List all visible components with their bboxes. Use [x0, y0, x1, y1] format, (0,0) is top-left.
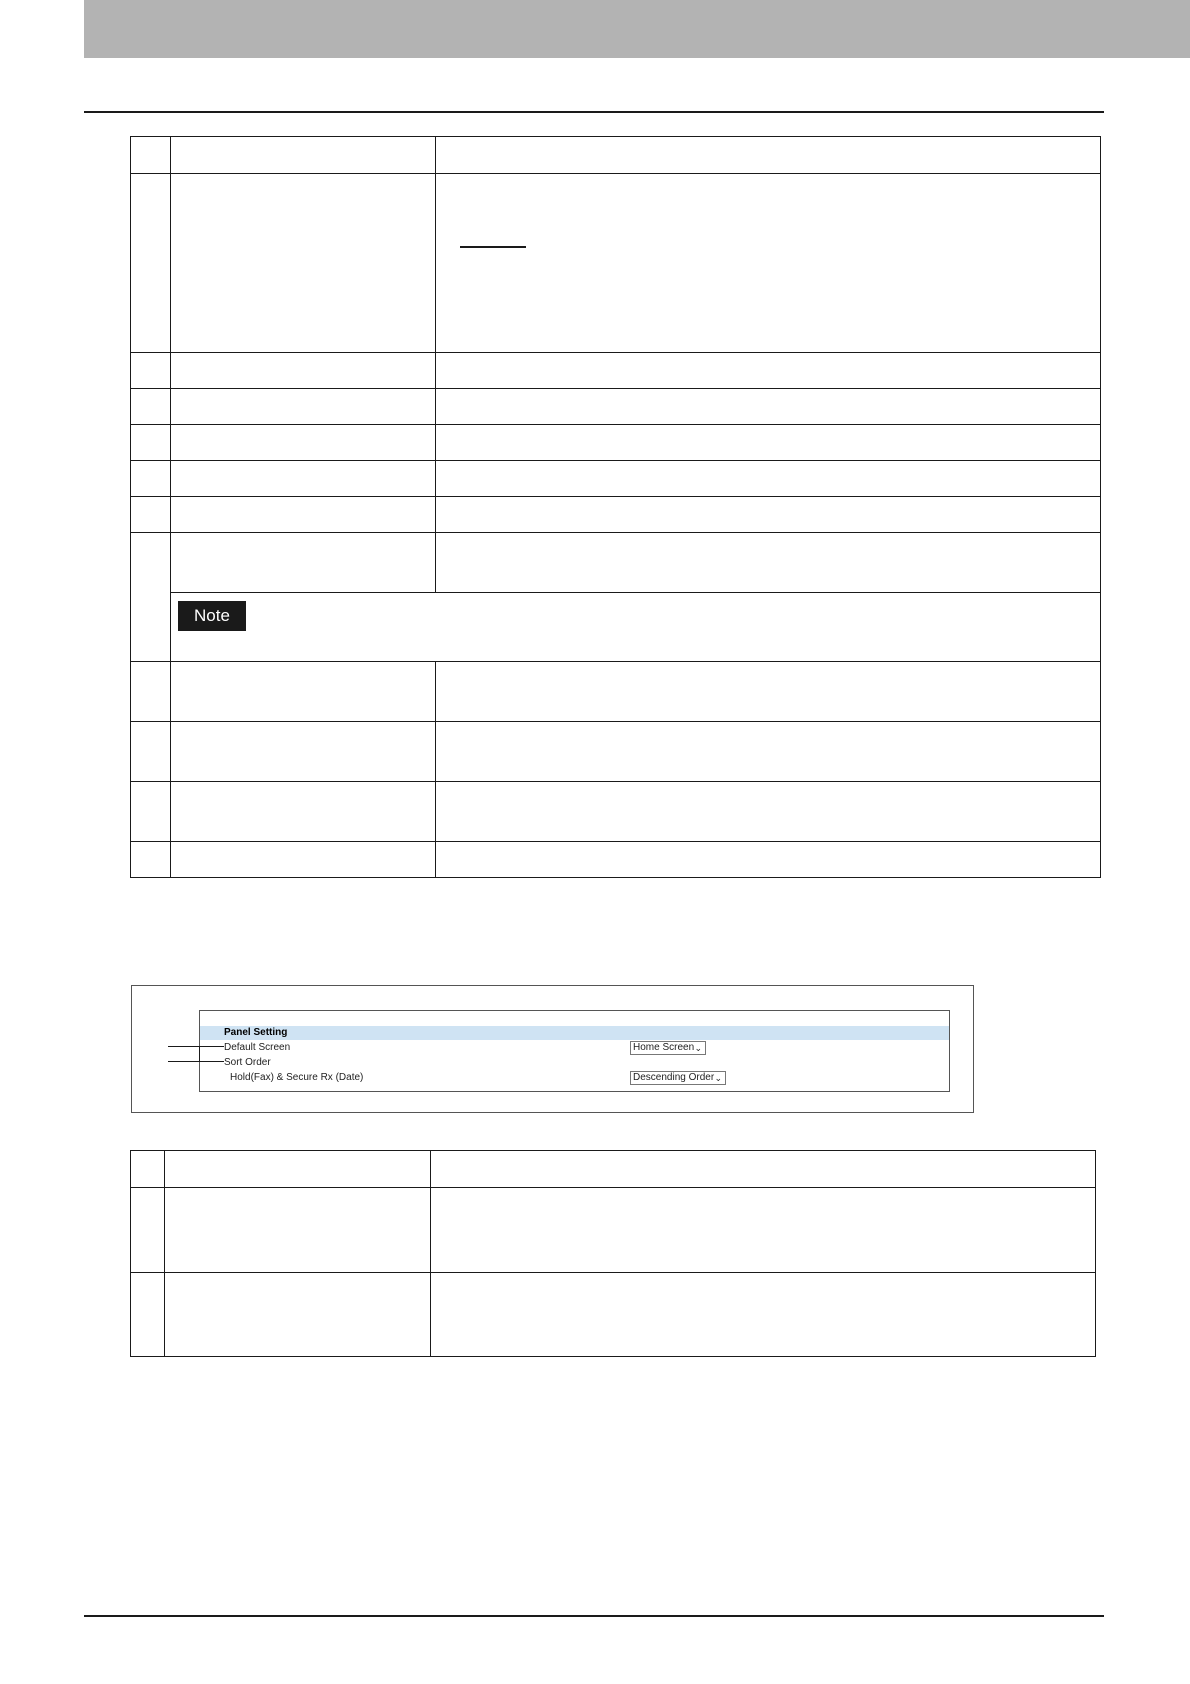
table-header-row — [131, 1151, 1096, 1188]
panel-setting-box — [199, 1010, 950, 1092]
table-row — [131, 389, 1101, 425]
table-row — [131, 782, 1101, 842]
table-row — [131, 662, 1101, 722]
table-row — [131, 425, 1101, 461]
table-row — [131, 353, 1101, 389]
table-row — [131, 461, 1101, 497]
table-header-row — [131, 137, 1101, 174]
table-row — [131, 1273, 1096, 1357]
hold-fax-sort-select[interactable] — [630, 1071, 726, 1085]
table-row — [131, 722, 1101, 782]
table-row — [131, 174, 1101, 353]
chevron-down-icon: ⌄ — [694, 1043, 702, 1053]
panel-setting-title: Panel Setting — [200, 1026, 949, 1040]
callout-connector — [199, 1046, 200, 1061]
callout-line-default-screen — [168, 1046, 224, 1047]
header-band — [84, 0, 1190, 58]
default-screen-select[interactable] — [630, 1041, 706, 1055]
table-row — [131, 1188, 1096, 1273]
default-screen-label: Default Screen — [224, 1042, 291, 1053]
table-row — [131, 497, 1101, 533]
chevron-down-icon: ⌄ — [714, 1073, 722, 1083]
hold-fax-sort-select-value: Descending Order — [633, 1072, 715, 1083]
callout-line-sort-order — [168, 1061, 224, 1062]
underlined-text-mark — [460, 246, 526, 248]
sort-order-label: Sort Order — [224, 1057, 271, 1068]
settings-table-2 — [130, 1150, 1096, 1357]
hold-fax-secure-rx-label: Hold(Fax) & Secure Rx (Date) — [230, 1072, 364, 1083]
settings-table-1 — [130, 136, 1101, 878]
table-row — [131, 842, 1101, 878]
note-row — [131, 593, 1101, 662]
note-badge: Note — [178, 601, 246, 631]
header-rule — [84, 111, 1104, 113]
footer-rule — [84, 1615, 1104, 1617]
table-row — [131, 533, 1101, 593]
default-screen-select-value: Home Screen — [633, 1042, 695, 1053]
